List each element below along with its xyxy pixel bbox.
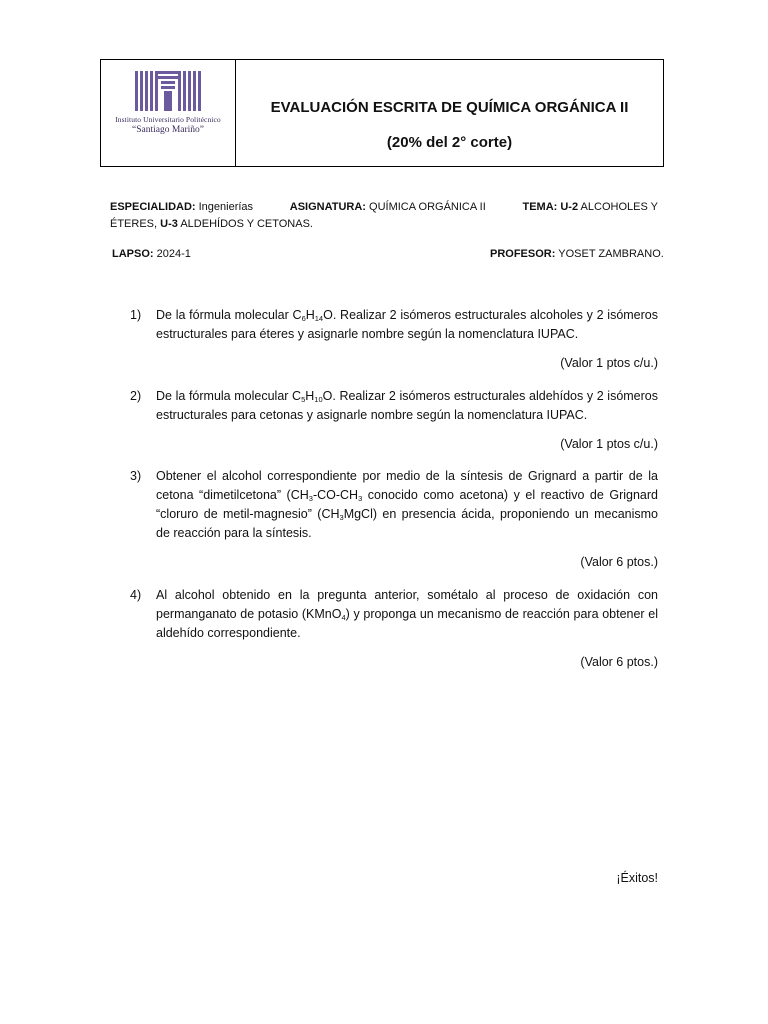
closing-note: ¡Éxitos! bbox=[616, 871, 658, 885]
question-number: 3) bbox=[130, 469, 142, 483]
course-info-line1 bbox=[110, 199, 658, 216]
question-3-value: (Valor 6 ptos.) bbox=[580, 555, 658, 569]
institution-logo-icon bbox=[135, 71, 201, 111]
asignatura-field: ASIGNATURA: QUÍMICA ORGÁNICA II bbox=[289, 201, 486, 213]
title-cell bbox=[236, 60, 663, 166]
tema-field: TEMA: U-2 ALCOHOLES Y bbox=[522, 201, 658, 213]
question-number: 1) bbox=[130, 308, 142, 322]
question-text: De la fórmula molecular $C_5H_{10}O$. Realizar 2 isómeros estructurales aldehídos y 2 isómeros estructurales para cetonas y asignarle nombre según la nomenclatura IUPAC. bbox=[156, 389, 658, 422]
question-number: 2) bbox=[130, 389, 142, 403]
especialidad-field: ESPECIALIDAD: Ingenierías bbox=[110, 201, 254, 213]
page-title: EVALUACIÓN ESCRITA DE QUÍMICA ORGÁNICA II bbox=[270, 99, 629, 116]
logo-institution-subname: “Santiago Mariño” bbox=[131, 125, 205, 135]
question-text: Al alcohol obtenido en la pregunta anterior, sométalo al proceso de oxidación con permanganato de potasio (KMnO$_4$) y proponga un mecanismo de reacción para obtener el aldehído correspondiente. bbox=[156, 588, 658, 640]
question-4-value: (Valor 6 ptos.) bbox=[580, 655, 658, 669]
page-subtitle: (20% del 2° corte) bbox=[386, 134, 513, 151]
question-3 bbox=[130, 467, 658, 543]
question-number: 4) bbox=[130, 588, 142, 602]
course-info bbox=[110, 199, 658, 233]
question-text: Obtener el alcohol correspondiente por medio de la síntesis de Grignard a partir de la cetona “dimetilcetona” ($CH_3-CO-CH_3$ conocido como acetona) y el reactivo de Grignard “cloruro de metil-magnesio” $(CH_3MgCl)$ en presencia ácida, proponiendo un mecanismo de reacción para la síntesis. bbox=[156, 469, 659, 540]
institution-logo bbox=[101, 60, 236, 166]
question-4 bbox=[130, 586, 658, 643]
question-2 bbox=[130, 387, 658, 425]
header-box bbox=[100, 59, 664, 167]
question-text: De la fórmula molecular $C_6H_{14}O$. Realizar 2 isómeros estructurales alcoholes y 2 isómeros estructurales para éteres y asignarle nombre según la nomenclatura IUPAC. bbox=[156, 308, 658, 341]
question-1 bbox=[130, 306, 658, 344]
question-2-value: (Valor 1 ptos c/u.) bbox=[560, 437, 658, 451]
logo-institution-name: Instituto Universitario Politécnico bbox=[115, 115, 221, 124]
profesor-field: PROFESOR: YOSET ZAMBRANO. bbox=[490, 248, 664, 260]
lapso-field: LAPSO: 2024-1 bbox=[112, 248, 191, 260]
course-info-line2: ÉTERES, U-3 ALDEHÍDOS Y CETONAS. bbox=[110, 218, 313, 230]
question-1-value: (Valor 1 ptos c/u.) bbox=[560, 356, 658, 370]
